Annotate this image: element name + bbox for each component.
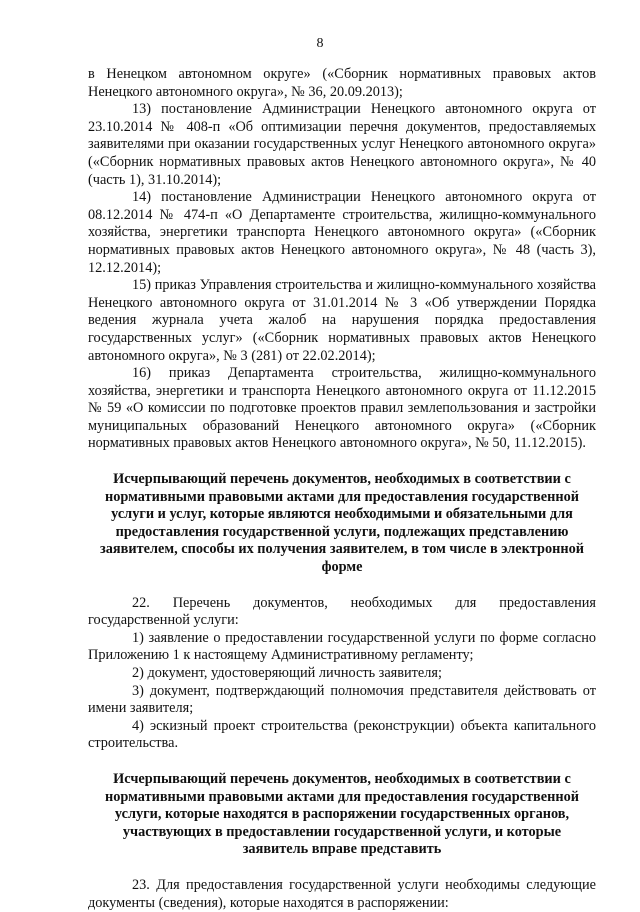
spacer [88,859,596,877]
paragraph-23: 23. Для предоставления государственной услуги необходимы следующие документы (сведения), которые находятся в распоряжении: [88,876,596,911]
list-item-15: 15) приказ Управления строительства и жилищно-коммунального хозяйства Ненецкого автономного округа от 31.01.2014 № 3 «Об утверждении Порядка ведения журнала учета жалоб на нарушения порядка предоставления государственных услуг» («Сборник нормативных правовых актов Ненецкого автономного округа», № 3 (281) от 22.02.2014); [88,277,596,364]
paragraph-22: 22. Перечень документов, необходимых для предоставления государственной услуги: [88,594,596,629]
section-heading-documents: Исчерпывающий перечень документов, необходимых в соответствии с нормативными правовыми актами для предоставления государственной услуги и услуг, которые являются необходимыми и обязательными для предоставления государственной услуги, подлежащих представлению заявителем, способы их получения заявителем, в том числе в электронной форме [100,471,584,576]
spacer [88,453,596,471]
list-item-14: 14) постановление Администрации Ненецкого автономного округа от 08.12.2014 № 474-п «О Департаменте строительства, жилищно-коммунального хозяйства, энергетики транспорта Ненецкого автономного округа» («Сборник нормативных правовых актов Ненецкого автономного округа», № 48 (часть 3), 12.12.2014); [88,189,596,276]
spacer [88,753,596,771]
document-body [88,66,596,912]
section-heading-state-documents: Исчерпывающий перечень документов, необходимых в соответствии с нормативными правовыми актами для предоставления государственной услуги, которые находятся в распоряжении государственных органов, участвующих в предоставлении государственной услуги, и которые заявитель вправе представить [105,770,579,858]
list-item-13: 13) постановление Администрации Ненецкого автономного округа от 23.10.2014 № 408-п «Об оптимизации перечня документов, предоставляемых заявителями при оказании государственных услуг Ненецкого автономного округа» («Сборник нормативных правовых актов Ненецкого автономного округа», № 40 (часть 1), 31.10.2014); [88,101,596,188]
spacer [88,577,596,595]
paragraph-continuation: в Ненецком автономном округе» («Сборник нормативных правовых актов Ненецкого автономного округа», № 36, 20.09.2013); [88,66,596,100]
page-number: 8 [316,36,324,51]
list-item-1: 1) заявление о предоставлении государственной услуги по форме согласно Приложению 1 к настоящему Административному регламенту; [88,629,596,664]
list-item-2: 2) документ, удостоверяющий личность заявителя; [132,665,442,681]
list-item-3: 3) документ, подтверждающий полномочия представителя действовать от имени заявителя; [88,682,596,717]
list-item-4: 4) эскизный проект строительства (реконструкции) объекта капитального строительства. [88,717,596,752]
list-item-16: 16) приказ Департамента строительства, жилищно-коммунального хозяйства, энергетики и транспорта Ненецкого автономного округа от 11.12.2015 № 59 «О комиссии по подготовке проектов правил землепользования и застройки муниципальных образований Ненецкого автономного округа» («Сборник нормативных правовых актов Ненецкого автономного округа», № 50, 11.12.2015). [88,365,596,452]
